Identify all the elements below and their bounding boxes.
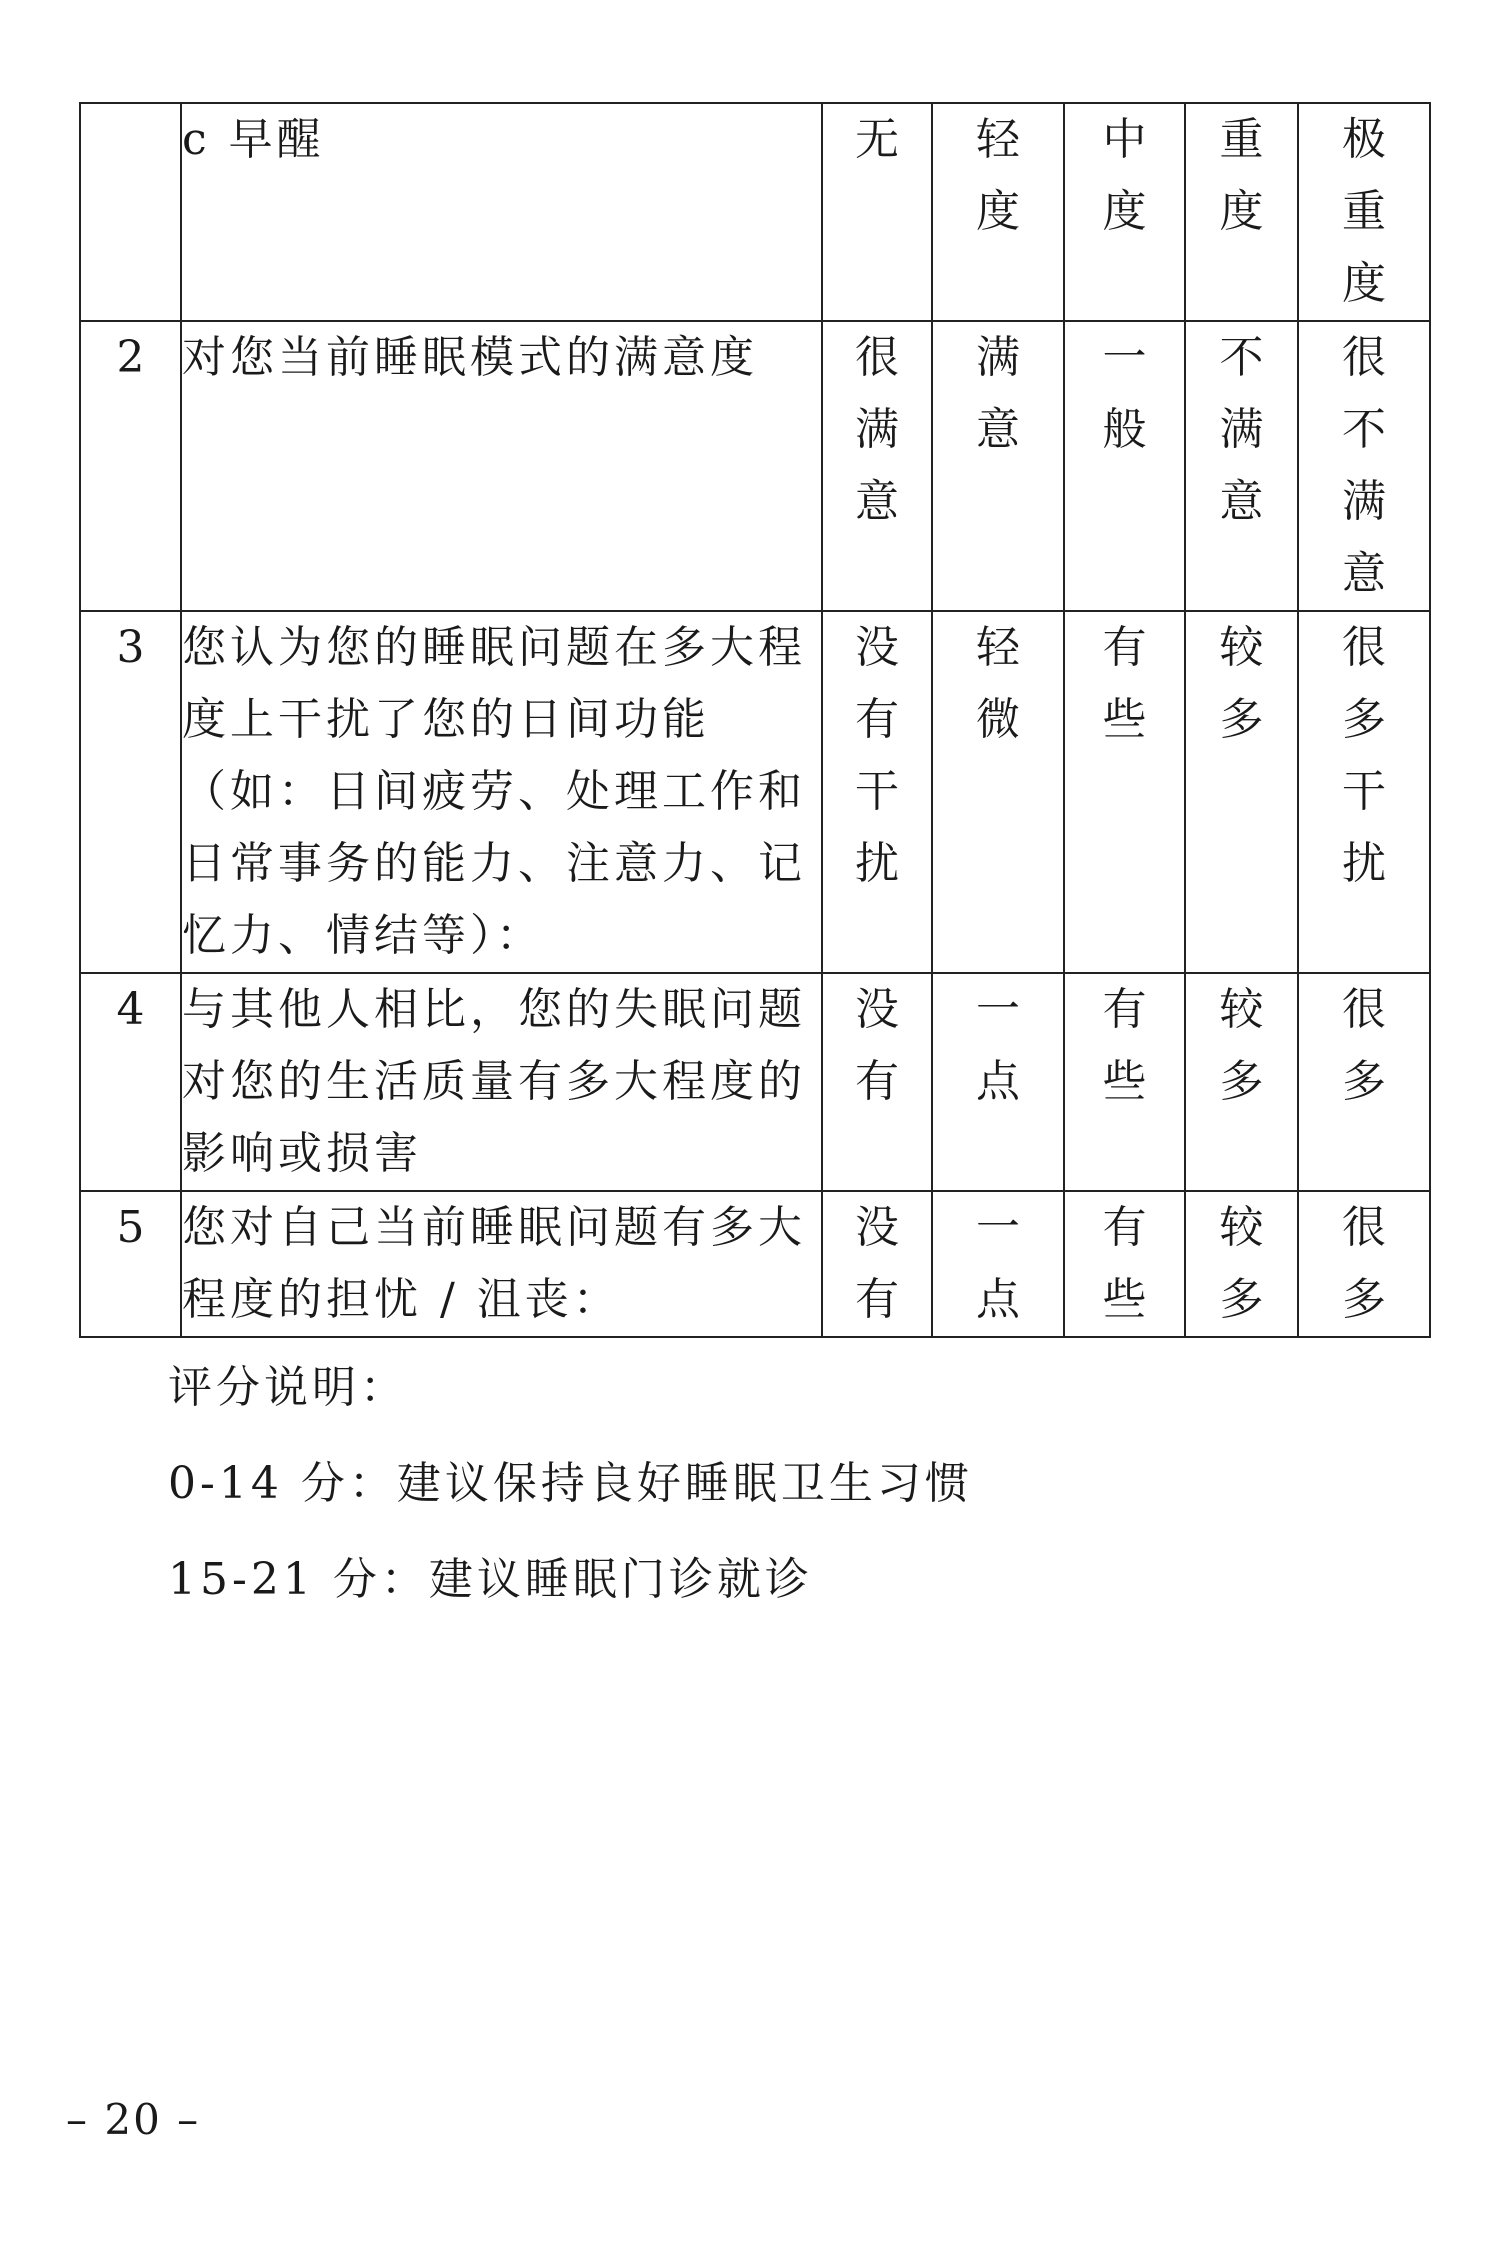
option-char: 扰	[1342, 838, 1386, 889]
table-row	[80, 611, 1430, 973]
option-char: 干	[855, 766, 899, 817]
option-char: 满	[855, 404, 899, 455]
option-char: 度	[1102, 186, 1147, 237]
option-char: 很	[1342, 332, 1386, 383]
option-char: 满	[976, 332, 1020, 383]
option-cell	[932, 103, 1064, 321]
option-char: 一	[1102, 332, 1147, 383]
option-cell	[1298, 103, 1430, 321]
row-number	[80, 103, 181, 321]
option-cell	[932, 321, 1064, 611]
option-char: 般	[1102, 404, 1147, 455]
option-char: 有	[855, 1056, 899, 1107]
row-number: 2	[80, 321, 181, 611]
option-char: 有	[855, 1274, 899, 1325]
option-char: 有	[1102, 984, 1147, 1035]
option-cell	[1064, 103, 1185, 321]
option-cell	[822, 103, 932, 321]
option-char: 多	[1219, 694, 1264, 745]
option-cell	[1298, 321, 1430, 611]
option-char: 多	[1342, 1274, 1386, 1325]
option-char: 度	[976, 186, 1020, 237]
option-char: 很	[855, 332, 899, 383]
option-char: 有	[1102, 1202, 1147, 1253]
option-char: 有	[855, 694, 899, 745]
option-cell	[1298, 611, 1430, 973]
table-body	[80, 103, 1430, 1337]
scoring-heading: 评分说明：	[168, 1362, 408, 1413]
option-char: 微	[976, 694, 1020, 745]
scoring-line-high: 15-21 分：建议睡眠门诊就诊	[168, 1554, 813, 1605]
option-char: 重	[1342, 186, 1386, 237]
table-row	[80, 103, 1430, 321]
option-char: 意	[1342, 548, 1386, 599]
option-char: 一	[976, 984, 1020, 1035]
option-char: 不	[1342, 404, 1386, 455]
option-cell	[822, 611, 932, 973]
option-char: 干	[1342, 766, 1386, 817]
option-char: 多	[1219, 1274, 1264, 1325]
option-cell	[932, 1191, 1064, 1337]
option-cell	[822, 1191, 932, 1337]
question-text: c 早醒	[181, 103, 822, 321]
option-char: 很	[1342, 1202, 1386, 1253]
option-cell	[1064, 1191, 1185, 1337]
option-char: 极	[1342, 114, 1386, 165]
option-char: 度	[1342, 258, 1386, 309]
option-char: 多	[1342, 694, 1386, 745]
option-char: 没	[855, 622, 899, 673]
option-char: 很	[1342, 984, 1386, 1035]
option-char: 点	[976, 1056, 1020, 1107]
row-number: 5	[80, 1191, 181, 1337]
insomnia-severity-table	[79, 102, 1431, 1338]
option-cell	[1298, 1191, 1430, 1337]
option-cell	[1064, 973, 1185, 1191]
scoring-notes	[168, 1340, 973, 1628]
option-char: 一	[976, 1202, 1020, 1253]
option-cell	[822, 973, 932, 1191]
option-char: 些	[1102, 694, 1147, 745]
question-text: 您对自己当前睡眠问题有多大程度的担忧 / 沮丧：	[181, 1191, 822, 1337]
option-char: 较	[1219, 622, 1264, 673]
table-row	[80, 321, 1430, 611]
option-char: 较	[1219, 1202, 1264, 1253]
option-char: 满	[1342, 476, 1386, 527]
question-text: 您认为您的睡眠问题在多大程度上干扰了您的日间功能（如：日间疲劳、处理工作和日常事务的能力、注意力、记忆力、情结等）：	[181, 611, 822, 973]
option-cell	[1185, 973, 1298, 1191]
option-char: 不	[1219, 332, 1264, 383]
option-char: 意	[855, 476, 899, 527]
option-char: 意	[976, 404, 1020, 455]
option-cell	[1185, 611, 1298, 973]
option-char: 无	[855, 114, 899, 165]
option-char: 多	[1342, 1056, 1386, 1107]
page-number: – 20 –	[66, 2095, 201, 2144]
option-char: 没	[855, 1202, 899, 1253]
option-char: 较	[1219, 984, 1264, 1035]
option-char: 些	[1102, 1056, 1147, 1107]
option-cell	[932, 611, 1064, 973]
option-char: 点	[976, 1274, 1020, 1325]
option-char: 轻	[976, 114, 1020, 165]
option-char: 扰	[855, 838, 899, 889]
option-cell	[1064, 611, 1185, 973]
row-number: 4	[80, 973, 181, 1191]
option-cell	[1185, 321, 1298, 611]
table-row	[80, 973, 1430, 1191]
option-cell	[822, 321, 932, 611]
option-char: 中	[1102, 114, 1147, 165]
option-cell	[1298, 973, 1430, 1191]
option-char: 很	[1342, 622, 1386, 673]
option-cell	[1185, 103, 1298, 321]
option-cell	[1185, 1191, 1298, 1337]
option-char: 意	[1219, 476, 1264, 527]
option-char: 满	[1219, 404, 1264, 455]
option-char: 多	[1219, 1056, 1264, 1107]
option-char: 没	[855, 984, 899, 1035]
option-char: 轻	[976, 622, 1020, 673]
option-char: 有	[1102, 622, 1147, 673]
option-char: 度	[1219, 186, 1264, 237]
scoring-line-low: 0-14 分：建议保持良好睡眠卫生习惯	[168, 1458, 973, 1509]
row-number: 3	[80, 611, 181, 973]
option-cell	[1064, 321, 1185, 611]
question-text: 与其他人相比，您的失眠问题对您的生活质量有多大程度的影响或损害	[181, 973, 822, 1191]
option-char: 重	[1219, 114, 1264, 165]
option-char: 些	[1102, 1274, 1147, 1325]
option-cell	[932, 973, 1064, 1191]
table-row	[80, 1191, 1430, 1337]
question-text: 对您当前睡眠模式的满意度	[181, 321, 822, 611]
